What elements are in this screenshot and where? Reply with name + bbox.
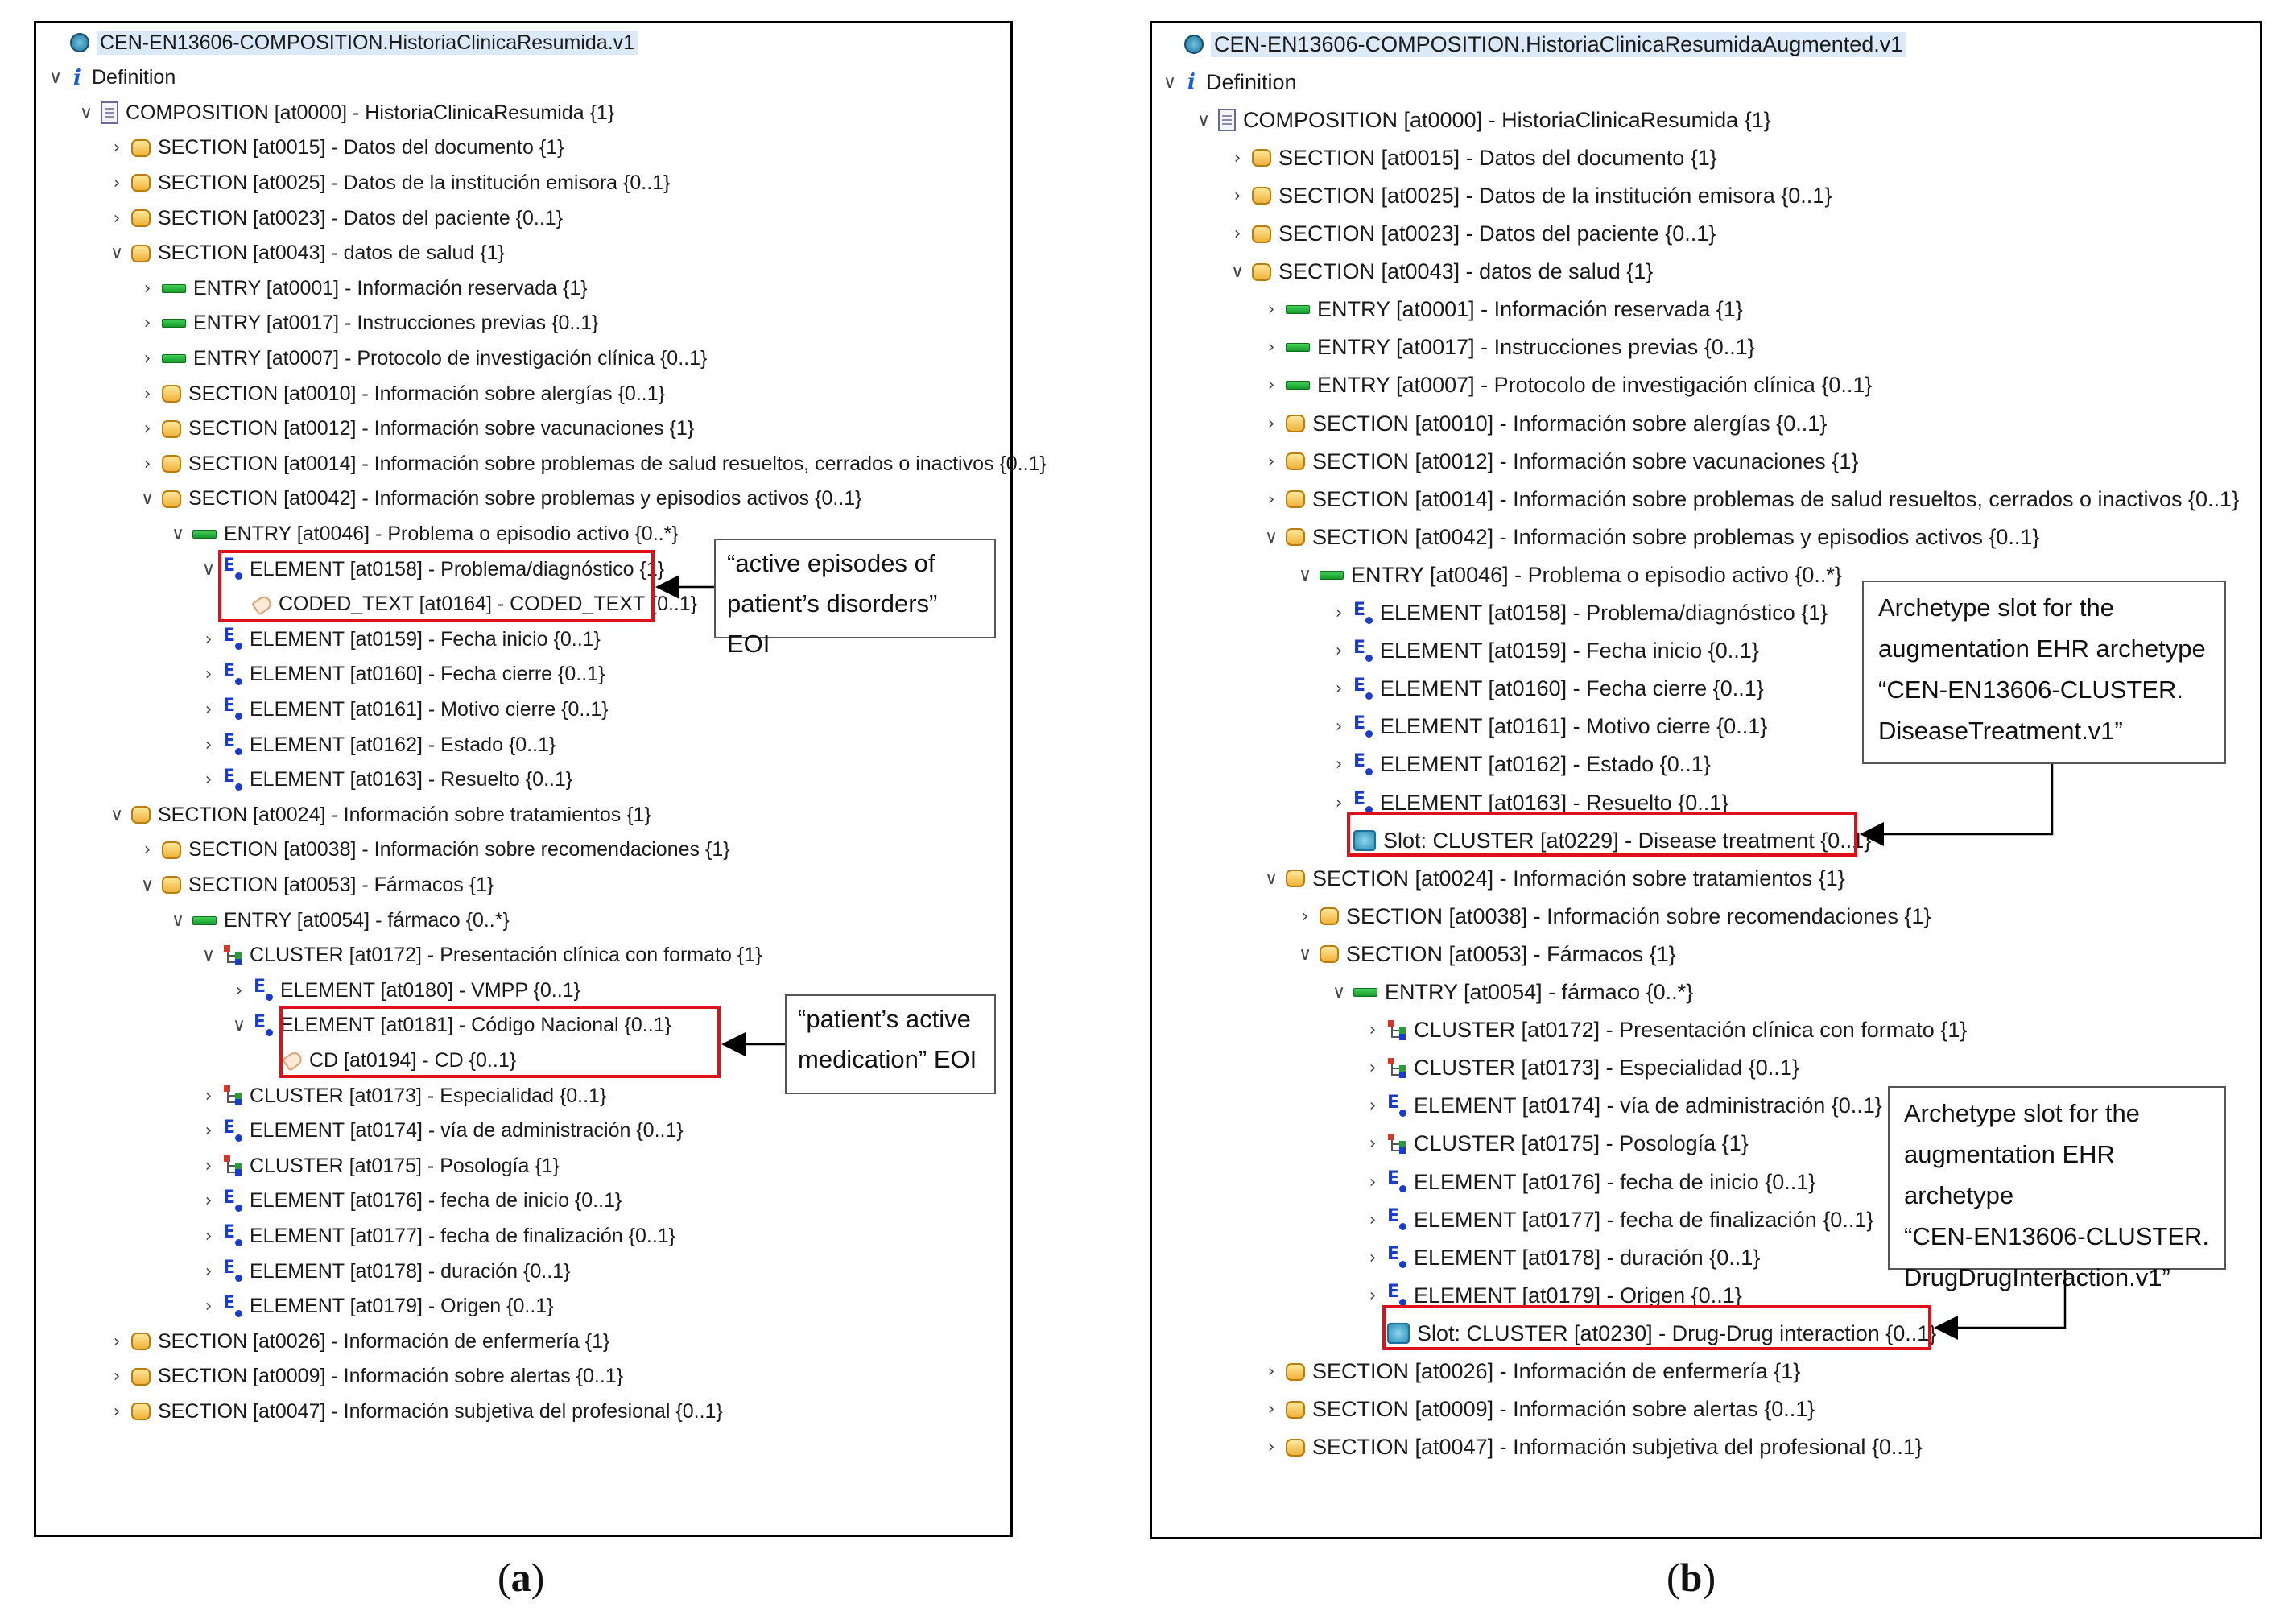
chevron-right-icon[interactable]: › <box>204 1155 213 1176</box>
element-icon: E <box>223 628 242 651</box>
callout-line: patient’s disorders” EOI <box>727 589 938 658</box>
chevron-down-icon[interactable]: ∨ <box>140 874 155 895</box>
tree-row-label: COMPOSITION [at0000] - HistoriaClinicaResumida {1} <box>126 101 615 124</box>
tree-row-label: ENTRY [at0046] - Problema o episodio activo {0..*} <box>224 522 679 545</box>
tree-row-label: CEN-EN13606-COMPOSITION.HistoriaClinicaResumidaAugmented.v1 <box>1211 32 1906 57</box>
tree-row-label: ELEMENT [at0162] - Estado {0..1} <box>1380 752 1711 777</box>
chevron-down-icon[interactable]: ∨ <box>232 1015 246 1036</box>
tree-row-label: SECTION [at0043] - datos de salud {1} <box>158 242 505 265</box>
tree-row-label: CLUSTER [at0175] - Posología {1} <box>250 1154 560 1177</box>
chevron-right-icon[interactable]: › <box>1267 1362 1275 1382</box>
tree-row-label: ELEMENT [at0161] - Motivo cierre {0..1} <box>1380 714 1768 739</box>
chevron-right-icon[interactable]: › <box>1369 1172 1377 1192</box>
element-icon: E <box>223 663 242 686</box>
tree-row-label: SECTION [at0043] - datos de salud {1} <box>1278 259 1654 284</box>
chevron-right-icon[interactable]: › <box>1369 1134 1377 1155</box>
element-icon: E <box>254 979 273 1002</box>
callout-line: Archetype slot for the <box>1878 593 2114 622</box>
callout-line: Archetype slot for the <box>1904 1099 2140 1127</box>
element-icon: E <box>1353 754 1373 776</box>
tree-row-label: Slot: CLUSTER [at0229] - Disease treatment {0..1} <box>1383 828 1872 853</box>
tree-row-label: SECTION [at0024] - Información sobre tratamientos {1} <box>1312 866 1845 891</box>
callout-line: augmentation EHR archetype <box>1878 634 2206 663</box>
tree-row-label: ENTRY [at0017] - Instrucciones previas {0..1} <box>1317 335 1755 360</box>
chevron-down-icon[interactable]: ∨ <box>79 102 93 123</box>
tree-row-label: ELEMENT [at0163] - Resuelto {0..1} <box>1380 790 1729 815</box>
tree-row-label: ELEMENT [at0174] - vía de administración {0..1} <box>250 1119 684 1143</box>
chevron-down-icon[interactable]: ∨ <box>140 489 155 510</box>
tree-row-label: ELEMENT [at0163] - Resuelto {0..1} <box>250 768 573 791</box>
tree-row-label: ELEMENT [at0180] - VMPP {0..1} <box>280 978 580 1002</box>
caption-a-letter: a <box>510 1555 531 1600</box>
chevron-down-icon[interactable]: ∨ <box>1264 527 1278 548</box>
chevron-right-icon[interactable]: › <box>143 383 151 404</box>
chevron-right-icon[interactable]: › <box>143 840 151 861</box>
chevron-right-icon[interactable]: › <box>1267 300 1275 320</box>
chevron-right-icon[interactable]: › <box>113 1401 121 1422</box>
chevron-right-icon[interactable]: › <box>113 1366 121 1387</box>
chevron-right-icon[interactable]: › <box>1233 185 1241 206</box>
chevron-right-icon[interactable]: › <box>143 453 151 474</box>
chevron-right-icon[interactable]: › <box>1369 1058 1377 1079</box>
tree-row-label: CLUSTER [at0172] - Presentación clínica con formato {1} <box>1414 1018 1968 1043</box>
tree-row-label: SECTION [at0012] - Información sobre vacunaciones {1} <box>188 417 695 440</box>
chevron-right-icon[interactable]: › <box>1267 1437 1275 1458</box>
arrow-to-slot-1 <box>1864 764 2052 834</box>
arrow-to-slot-2 <box>1938 1270 2065 1328</box>
chevron-right-icon[interactable]: › <box>1267 375 1275 396</box>
element-icon: E <box>1387 1171 1406 1193</box>
tree-row-label: ENTRY [at0046] - Problema o episodio activo {0..*} <box>1351 562 1842 587</box>
archetype-tree-panel-a <box>34 21 1047 1537</box>
chevron-right-icon[interactable]: › <box>143 348 151 369</box>
tree-row-label: ELEMENT [at0160] - Fecha cierre {0..1} <box>1380 676 1764 701</box>
element-icon: E <box>223 1190 242 1213</box>
tree-row-label: ELEMENT [at0176] - fecha de inicio {0..1} <box>1414 1169 1816 1194</box>
tree-row-label: Definition <box>1206 69 1297 94</box>
tree-row-label: SECTION [at0009] - Información sobre alertas {0..1} <box>158 1365 624 1388</box>
tree-row-label: ENTRY [at0001] - Información reservada {1} <box>193 276 588 300</box>
chevron-right-icon[interactable]: › <box>1335 792 1343 813</box>
chevron-down-icon[interactable]: ∨ <box>1196 110 1211 130</box>
tree-row-label: SECTION [at0047] - Información subjetiva del profesional {0..1} <box>1312 1435 1923 1460</box>
callout-line: “patient’s active <box>798 1005 971 1033</box>
chevron-right-icon[interactable]: › <box>204 1261 213 1282</box>
tree-row-label: CEN-EN13606-COMPOSITION.HistoriaClinicaResumida.v1 <box>97 31 638 55</box>
tree-row-label: SECTION [at0025] - Datos de la institución emisora {0..1} <box>158 171 671 194</box>
callout-line: DrugDrugInteraction.v1” <box>1904 1263 2170 1291</box>
caption-b: (b) <box>1667 1555 1716 1600</box>
chevron-right-icon[interactable]: › <box>113 138 121 159</box>
tree-row-label: ENTRY [at0017] - Instrucciones previas {0..1} <box>193 312 599 335</box>
chevron-right-icon[interactable]: › <box>204 664 213 685</box>
element-icon: E <box>223 698 242 721</box>
tree-row-label: COMPOSITION [at0000] - HistoriaClinicaResumida {1} <box>1243 107 1771 132</box>
chevron-right-icon[interactable]: › <box>235 980 243 1001</box>
chevron-right-icon[interactable]: › <box>113 208 121 229</box>
chevron-right-icon[interactable]: › <box>204 1121 213 1142</box>
chevron-right-icon[interactable]: › <box>1267 489 1275 510</box>
tree-row-label: ELEMENT [at0178] - duración {0..1} <box>250 1259 571 1283</box>
definition-icon: i <box>1187 70 1196 95</box>
tree-row-label: SECTION [at0014] - Información sobre problemas de salud resueltos, cerrados o inactivos {0..1} <box>188 452 1047 475</box>
chevron-right-icon[interactable]: › <box>113 172 121 193</box>
tree-row-label: CLUSTER [at0173] - Especialidad {0..1} <box>250 1084 607 1107</box>
tree-row-label: CLUSTER [at0175] - Posología {1} <box>1414 1131 1749 1156</box>
chevron-right-icon[interactable]: › <box>1267 451 1275 472</box>
tree-row-label: SECTION [at0047] - Información subjetiva del profesional {0..1} <box>158 1399 723 1423</box>
tree-row-label: CLUSTER [at0173] - Especialidad {0..1} <box>1414 1056 1799 1081</box>
element-icon: E <box>223 769 242 791</box>
tree-row-label: ELEMENT [at0179] - Origen {0..1} <box>250 1295 554 1318</box>
chevron-down-icon[interactable]: ∨ <box>201 945 216 966</box>
tree-row-label: CLUSTER [at0172] - Presentación clínica con formato {1} <box>250 944 762 967</box>
chevron-right-icon[interactable]: › <box>1267 1399 1275 1420</box>
callout-line: “CEN-EN13606-CLUSTER. <box>1904 1222 2209 1250</box>
tree-row-label: ENTRY [at0054] - fármaco {0..*} <box>224 908 510 932</box>
element-icon: E <box>223 1295 242 1318</box>
tree-row-label: SECTION [at0015] - Datos del documento {1} <box>158 136 564 159</box>
chevron-right-icon[interactable]: › <box>1369 1209 1377 1230</box>
archetype-tree-panel-b <box>1150 21 2262 1539</box>
tree-row-label: Definition <box>92 66 176 89</box>
tree-row-label: ELEMENT [at0176] - fecha de inicio {0..1} <box>250 1189 622 1213</box>
element-icon: E <box>223 1260 242 1283</box>
chevron-down-icon[interactable]: ∨ <box>109 243 124 264</box>
element-icon: E <box>1387 1284 1406 1307</box>
chevron-down-icon[interactable]: ∨ <box>1230 262 1245 283</box>
chevron-right-icon[interactable]: › <box>143 278 151 299</box>
element-icon: E <box>254 1014 273 1037</box>
element-icon: E <box>1387 1246 1406 1269</box>
tree-row-label: SECTION [at0038] - Información sobre recomendaciones {1} <box>1346 903 1931 928</box>
tree-row-label: CODED_TEXT [at0164] - CODED_TEXT {0..1} <box>279 593 698 616</box>
chevron-right-icon[interactable]: › <box>204 699 213 720</box>
callout-line: DiseaseTreatment.v1” <box>1878 717 2123 745</box>
tree-row-label: SECTION [at0015] - Datos del documento {1} <box>1278 145 1717 170</box>
chevron-down-icon[interactable]: ∨ <box>1264 868 1278 889</box>
chevron-down-icon[interactable]: ∨ <box>1298 944 1312 965</box>
tree-row-label: ELEMENT [at0178] - duración {0..1} <box>1414 1245 1761 1270</box>
tree-row-label: SECTION [at0010] - Información sobre alergías {0..1} <box>1312 411 1828 436</box>
chevron-right-icon[interactable]: › <box>204 1085 213 1106</box>
tree-row-label: SECTION [at0042] - Información sobre problemas y episodios activos {0..1} <box>188 487 862 510</box>
tree-row-label: ELEMENT [at0159] - Fecha inicio {0..1} <box>1380 638 1759 663</box>
chevron-right-icon[interactable]: › <box>204 770 213 791</box>
chevron-down-icon[interactable]: ∨ <box>48 68 63 89</box>
element-icon: E <box>223 1120 242 1143</box>
tree-row-label: ELEMENT [at0158] - Problema/diagnóstico {1} <box>250 557 665 581</box>
tree-row-label: Slot: CLUSTER [at0230] - Drug-Drug interaction {0..1} <box>1417 1320 1937 1345</box>
callout-line: augmentation EHR archetype <box>1904 1140 2115 1209</box>
element-icon: E <box>1353 602 1373 625</box>
chevron-right-icon[interactable]: › <box>1335 679 1343 700</box>
element-icon: E <box>223 558 242 581</box>
caption-a: (a) <box>498 1555 545 1600</box>
element-icon: E <box>223 733 242 756</box>
chevron-right-icon[interactable]: › <box>1369 1247 1377 1268</box>
tree-row-label: ELEMENT [at0177] - fecha de finalización {0..1} <box>250 1224 676 1247</box>
arrows-a <box>36 23 1015 1539</box>
callout-line: medication” EOI <box>798 1045 977 1073</box>
tree-row-label: SECTION [at0023] - Datos del paciente {0..1} <box>158 206 564 229</box>
tree-row-label: ELEMENT [at0159] - Fecha inicio {0..1} <box>250 627 601 651</box>
tree-row-label: SECTION [at0038] - Información sobre recomendaciones {1} <box>188 838 730 862</box>
chevron-right-icon[interactable]: › <box>1267 337 1275 358</box>
tree-row-label: ELEMENT [at0161] - Motivo cierre {0..1} <box>250 697 609 721</box>
tree-row-label: SECTION [at0014] - Información sobre problemas de salud resueltos, cerrados o inactivos {0..1} <box>1312 486 2240 511</box>
tree-row-label: CD [at0194] - CD {0..1} <box>309 1048 517 1072</box>
arrows-b <box>1152 23 2265 1542</box>
chevron-right-icon[interactable]: › <box>1233 147 1241 168</box>
chevron-right-icon[interactable]: › <box>1335 717 1343 738</box>
tree-row-label: ELEMENT [at0181] - Código Nacional {0..1} <box>280 1014 671 1037</box>
chevron-down-icon[interactable]: ∨ <box>109 804 124 825</box>
tree-row-label: ELEMENT [at0162] - Estado {0..1} <box>250 733 556 756</box>
chevron-right-icon[interactable]: › <box>1301 906 1309 927</box>
chevron-right-icon[interactable]: › <box>143 419 151 440</box>
tree-row-label: ELEMENT [at0158] - Problema/diagnóstico {1} <box>1380 601 1828 625</box>
tree-row-label: ELEMENT [at0179] - Origen {0..1} <box>1414 1283 1742 1308</box>
tree-row-label: ENTRY [at0007] - Protocolo de investigación clínica {0..1} <box>1317 373 1873 398</box>
chevron-down-icon[interactable]: ∨ <box>201 559 216 580</box>
chevron-right-icon[interactable]: › <box>204 734 213 755</box>
tree-row-label: SECTION [at0025] - Datos de la institución emisora {0..1} <box>1278 183 1832 208</box>
tree-row-label: ELEMENT [at0160] - Fecha cierre {0..1} <box>250 663 605 686</box>
chevron-right-icon[interactable]: › <box>1267 413 1275 434</box>
callout-line: “active episodes of <box>727 549 935 577</box>
chevron-right-icon[interactable]: › <box>204 1296 213 1317</box>
tree-row-label: ELEMENT [at0177] - fecha de finalización {0..1} <box>1414 1207 1874 1232</box>
definition-icon: i <box>73 65 81 90</box>
chevron-right-icon[interactable]: › <box>1335 754 1343 775</box>
chevron-down-icon[interactable]: ∨ <box>1332 982 1346 1002</box>
chevron-down-icon[interactable]: ∨ <box>1163 72 1177 93</box>
element-icon: E <box>1353 716 1373 738</box>
tree-row-label: SECTION [at0012] - Información sobre vacunaciones {1} <box>1312 448 1859 473</box>
tree-row-label: SECTION [at0024] - Información sobre tratamientos {1} <box>158 803 651 826</box>
element-icon: E <box>1387 1095 1406 1118</box>
chevron-right-icon[interactable]: › <box>204 1191 213 1212</box>
tree-row-label: SECTION [at0010] - Información sobre alergías {0..1} <box>188 382 665 405</box>
chevron-right-icon[interactable]: › <box>143 313 151 334</box>
tree-row-label: ENTRY [at0007] - Protocolo de investigación clínica {0..1} <box>193 346 708 370</box>
tree-row-label: SECTION [at0026] - Información de enfermería {1} <box>1312 1359 1801 1383</box>
tree-row-label: ENTRY [at0001] - Información reservada {1} <box>1317 297 1743 322</box>
chevron-right-icon[interactable]: › <box>1369 1020 1377 1041</box>
chevron-down-icon[interactable]: ∨ <box>171 523 185 544</box>
tree-row-label: SECTION [at0042] - Información sobre problemas y episodios activos {0..1} <box>1312 524 2040 549</box>
element-icon: E <box>1387 1209 1406 1231</box>
callout-line: “CEN-EN13606-CLUSTER. <box>1878 676 2183 704</box>
tree-row-label: SECTION [at0053] - Fármacos {1} <box>1346 941 1676 966</box>
tree-row-label: SECTION [at0009] - Información sobre alertas {0..1} <box>1312 1397 1815 1422</box>
chevron-down-icon[interactable]: ∨ <box>1298 564 1312 585</box>
tree-row-label: SECTION [at0023] - Datos del paciente {0..1} <box>1278 221 1716 246</box>
tree-row-label: SECTION [at0026] - Información de enfermería {1} <box>158 1329 610 1353</box>
chevron-right-icon[interactable]: › <box>1335 603 1343 623</box>
chevron-down-icon[interactable]: ∨ <box>171 910 185 931</box>
chevron-right-icon[interactable]: › <box>1233 224 1241 244</box>
chevron-right-icon[interactable]: › <box>1369 1285 1377 1306</box>
element-icon: E <box>1353 678 1373 700</box>
element-icon: E <box>1353 791 1373 814</box>
chevron-right-icon[interactable]: › <box>113 1331 121 1352</box>
tree-row-label: SECTION [at0053] - Fármacos {1} <box>188 873 494 896</box>
tree-row-label: ELEMENT [at0174] - vía de administración {0..1} <box>1414 1093 1882 1118</box>
chevron-right-icon[interactable]: › <box>1335 641 1343 662</box>
element-icon: E <box>1353 640 1373 663</box>
tree-row-label: ENTRY [at0054] - fármaco {0..*} <box>1385 980 1694 1004</box>
chevron-right-icon[interactable]: › <box>204 629 213 650</box>
element-icon: E <box>223 1225 242 1247</box>
chevron-right-icon[interactable]: › <box>1369 1096 1377 1117</box>
chevron-right-icon[interactable]: › <box>204 1225 213 1246</box>
caption-b-letter: b <box>1679 1555 1703 1600</box>
